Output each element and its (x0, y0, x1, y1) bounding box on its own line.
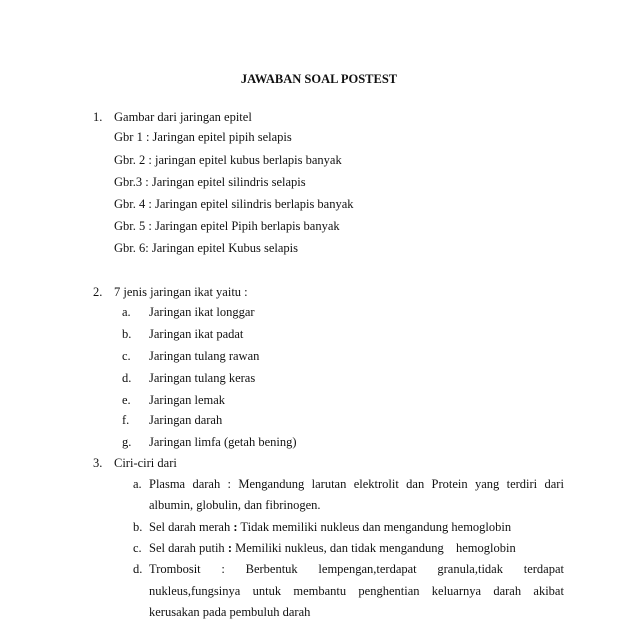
q3-number: 3. (93, 456, 103, 470)
page-title: JAWABAN SOAL POSTEST (240, 72, 398, 86)
word: yang (474, 477, 500, 491)
q3-d-line3: kerusakan pada pembuluh darah (149, 605, 311, 619)
q2-item-text: Jaringan tulang keras (149, 371, 256, 385)
word: akibat (533, 584, 564, 598)
q3-c-text: Memiliki nukleus, dan tidak mengandung (235, 541, 444, 555)
word: penghentian (358, 584, 420, 598)
word: membantu (293, 584, 347, 598)
q1-item: Gbr. 2 : jaringan epitel kubus berlapis banyak (114, 153, 342, 167)
word: lempengan,terdapat (318, 562, 417, 576)
word: Mengandung (238, 477, 305, 491)
q2-item-letter: c. (122, 349, 131, 363)
word: untuk (252, 584, 282, 598)
q3-d-line1 (149, 562, 564, 576)
q3-b-colon: : (233, 520, 238, 534)
q2-item-text: Jaringan tulang rawan (149, 349, 260, 363)
word: keluarnya (431, 584, 482, 598)
word: Protein (431, 477, 468, 491)
q3-a-line1 (149, 477, 564, 491)
q3-b-line (149, 520, 511, 534)
word: dari (544, 477, 564, 491)
q1-number: 1. (93, 110, 103, 124)
q2-heading: 7 jenis jaringan ikat yaitu : (114, 285, 248, 299)
q2-item-text: Jaringan limfa (getah bening) (149, 435, 297, 449)
q2-item-letter: g. (122, 435, 132, 449)
q3-b-text: Tidak memiliki nukleus dan mengandung hemoglobin (240, 520, 512, 534)
word: elektrolit (353, 477, 399, 491)
word: darah (493, 584, 522, 598)
word: dan (406, 477, 425, 491)
q3-c-prefix: Sel darah putih (149, 541, 225, 555)
q3-d-letter: d. (133, 562, 143, 576)
q3-a-letter: a. (133, 477, 142, 491)
q2-item-letter: e. (122, 393, 131, 407)
q1-item: Gbr. 5 : Jaringan epitel Pipih berlapis banyak (114, 219, 340, 233)
q3-c-tail: hemoglobin (456, 541, 516, 555)
q3-a-line2: albumin, globulin, dan fibrinogen. (149, 498, 321, 512)
q3-c-letter: c. (133, 541, 142, 555)
q3-b-letter: b. (133, 520, 143, 534)
word: granula,tidak (437, 562, 503, 576)
q2-item-text: Jaringan lemak (149, 393, 226, 407)
q3-c-line (149, 541, 444, 555)
q3-b-prefix: Sel darah merah (149, 520, 231, 534)
q1-item: Gbr 1 : Jaringan epitel pipih selapis (114, 130, 292, 144)
q1-item: Gbr. 4 : Jaringan epitel silindris berlapis banyak (114, 197, 354, 211)
q2-item-text: Jaringan ikat longgar (149, 305, 255, 319)
q3-c-colon: : (227, 541, 232, 555)
q2-item-letter: a. (122, 305, 131, 319)
q2-item-text: Jaringan ikat padat (149, 327, 244, 341)
word: : (227, 477, 232, 491)
q2-item-text: Jaringan darah (149, 413, 223, 427)
q2-item-letter: d. (122, 371, 132, 385)
q3-heading: Ciri-ciri dari (114, 456, 177, 470)
word: terdapat (523, 562, 564, 576)
q3-d-line2 (149, 584, 564, 598)
q2-item-letter: f. (122, 413, 130, 427)
q1-heading: Gambar dari jaringan epitel (114, 110, 252, 124)
word: : (221, 562, 225, 576)
word: nukleus,fungsinya (149, 584, 241, 598)
word: Trombosit (149, 562, 201, 576)
word: larutan (311, 477, 347, 491)
word: darah (192, 477, 221, 491)
q2-item-letter: b. (122, 327, 132, 341)
word: Plasma (149, 477, 186, 491)
q1-item: Gbr.3 : Jaringan epitel silindris selapis (114, 175, 306, 189)
q2-number: 2. (93, 285, 103, 299)
word: terdiri (506, 477, 538, 491)
word: Berbentuk (245, 562, 298, 576)
q1-item: Gbr. 6: Jaringan epitel Kubus selapis (114, 241, 298, 255)
